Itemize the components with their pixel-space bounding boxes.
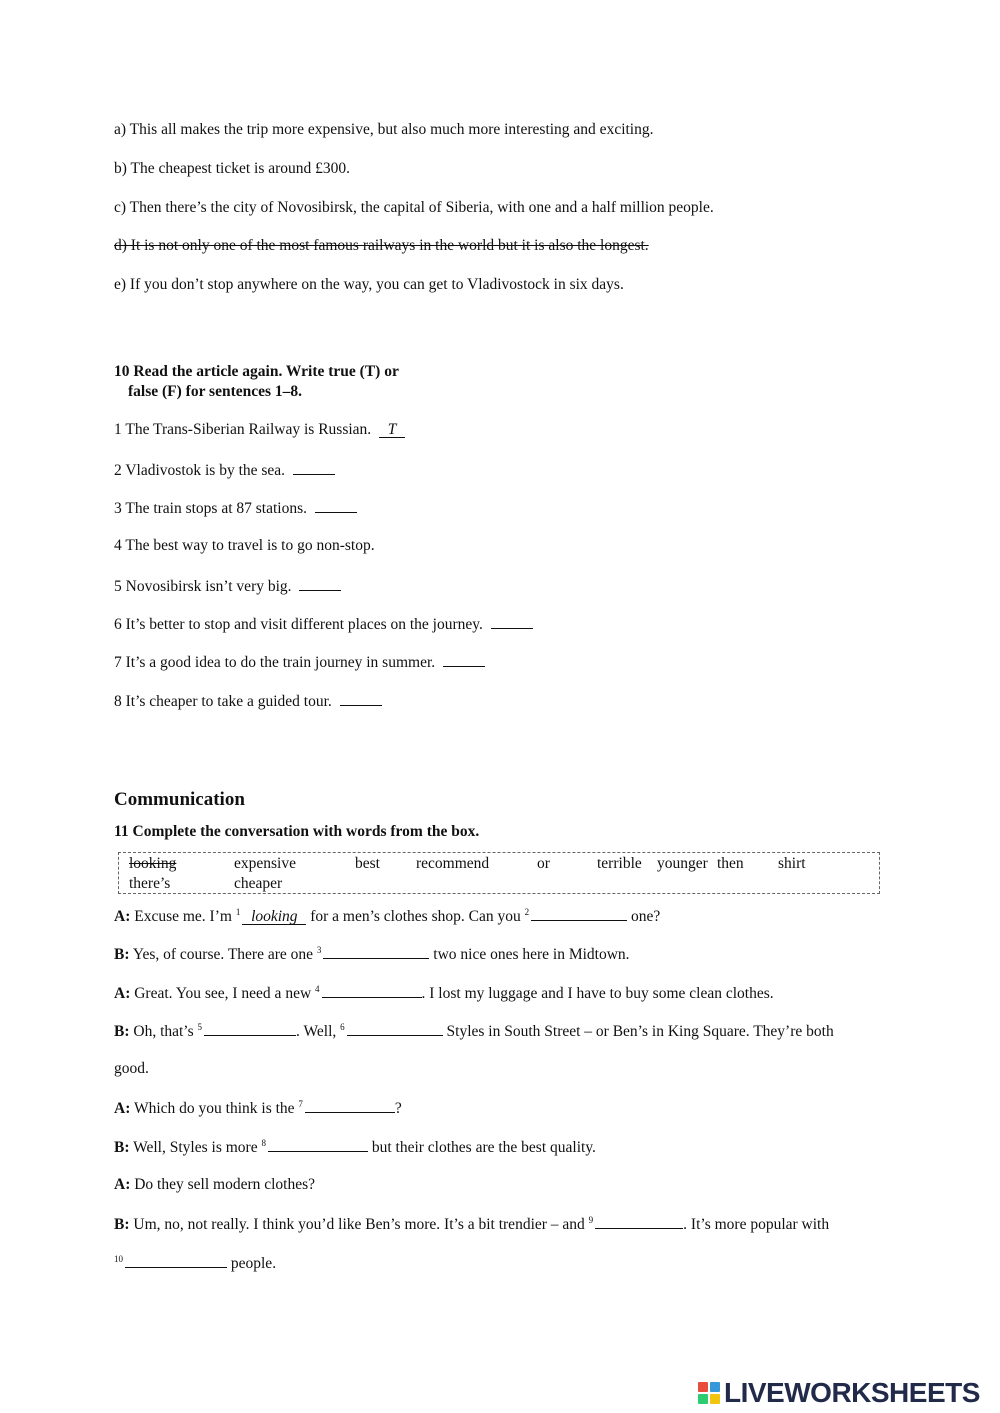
gap-number: 1 (235, 907, 241, 917)
gap-number: 2 (524, 907, 530, 917)
gap-number: 8 (261, 1138, 266, 1148)
word-box-item: then (717, 855, 744, 872)
gap-number: 6 (340, 1022, 345, 1032)
ex10-item-7 (114, 652, 485, 672)
speaker: B: (114, 1023, 130, 1040)
dialogue-text: good. (114, 1060, 149, 1077)
ex10-item-text: 5 Novosibirsk isn’t very big. (114, 578, 292, 595)
speaker: B: (114, 946, 130, 963)
dialogue-line-4 (114, 1021, 834, 1041)
option-e: e) If you don’t stop anywhere on the way, you can get to Vladivostock in six days. (114, 276, 624, 293)
dialogue-line-8-cont (114, 1253, 276, 1273)
ex10-title-line2: false (F) for sentences 1–8. (128, 383, 303, 400)
gap-number: 7 (298, 1099, 303, 1109)
dialogue-line-3 (114, 983, 774, 1003)
dialogue-text: Great. You see, I need a new (134, 985, 312, 1002)
ex10-item-text: 6 It’s better to stop and visit different places on the journey. (114, 616, 483, 633)
dialogue-text: Yes, of course. There are one (132, 946, 314, 963)
dialogue-text: Oh, that’s (133, 1023, 194, 1040)
dialogue-line-6 (114, 1137, 596, 1157)
gap-answer-input[interactable] (125, 1253, 227, 1268)
speaker: A: (114, 1100, 131, 1117)
ex10-item-text: 3 The train stops at 87 stations. (114, 500, 308, 517)
ex10-item-5 (114, 576, 341, 596)
speaker: B: (114, 1139, 130, 1156)
option-c: c) Then there’s the city of Novosibirsk, the capital of Siberia, with one and a half million people. (114, 199, 714, 216)
dialogue-text: Well, Styles is more (133, 1139, 258, 1156)
dialogue-line-2 (114, 944, 630, 964)
ex10-answer-input[interactable] (293, 460, 335, 475)
dialogue-text: but their clothes are the best quality. (371, 1139, 596, 1156)
gap-number: 4 (315, 984, 320, 994)
word-box-item: best (355, 855, 380, 872)
word-box-item: younger (657, 855, 708, 872)
dialogue-line-7 (114, 1176, 315, 1194)
option-a: a) This all makes the trip more expensive, but also much more interesting and exciting. (114, 121, 654, 138)
gap-answer-input[interactable] (531, 906, 627, 921)
dialogue-text: Which do you think is the (133, 1100, 295, 1117)
gap-answer-input[interactable] (595, 1214, 683, 1229)
ex10-item-4 (114, 537, 375, 555)
gap-number: 5 (197, 1022, 203, 1032)
gap-answer-input[interactable] (347, 1021, 443, 1036)
gap-number: 10 (114, 1254, 123, 1264)
logo-text: LIVEWORKSHEETS (724, 1377, 980, 1408)
speaker: A: (114, 985, 131, 1002)
gap-answer-input[interactable] (204, 1021, 296, 1036)
gap-number: 3 (316, 945, 322, 955)
speaker: B: (114, 1216, 130, 1233)
gap-number: 9 (588, 1215, 594, 1225)
option-b: b) The cheapest ticket is around £300. (114, 160, 351, 177)
ex10-answer-input[interactable] (315, 498, 357, 513)
dialogue-text: one? (630, 908, 661, 925)
dialogue-line-1 (114, 906, 660, 926)
gap-answer-input[interactable] (268, 1137, 368, 1152)
communication-heading: Communication (114, 789, 245, 810)
word-box-item: there’s (129, 875, 171, 892)
word-box-item: cheaper (234, 875, 283, 892)
word-box-item: looking (129, 855, 177, 872)
dialogue-text: people. (230, 1255, 277, 1272)
logo-grid-icon (698, 1382, 720, 1404)
gap-answer-input[interactable] (305, 1098, 395, 1113)
dialogue-text: two nice ones here in Midtown. (433, 946, 630, 963)
dialogue-line-8 (114, 1214, 829, 1234)
word-box-item: expensive (234, 855, 296, 872)
ex10-item-text: 8 It’s cheaper to take a guided tour. (114, 693, 332, 710)
dialogue-text: Do they sell modern clothes? (134, 1176, 316, 1193)
ex10-item-text: 1 The Trans-Siberian Railway is Russian. (114, 421, 372, 438)
dialogue-text: Styles in South Street – or Ben’s in King Square. They’re both (446, 1023, 834, 1040)
speaker: A: (114, 1176, 131, 1193)
liveworksheets-logo (698, 1377, 980, 1409)
word-box-item: shirt (778, 855, 806, 872)
word-box-item: terrible (597, 855, 642, 872)
dialogue-text: . Well, (296, 1023, 337, 1040)
dialogue-text: for a men’s clothes shop. Can you (310, 908, 521, 925)
ex10-item-1 (114, 421, 405, 439)
word-box (118, 852, 880, 894)
option-d-struck: d) It is not only one of the most famous railways in the world but it is also the longest. (114, 237, 649, 254)
ex10-answer-input[interactable] (491, 614, 533, 629)
dialogue-line-4-cont (114, 1060, 149, 1078)
ex10-item-3 (114, 498, 357, 518)
dialogue-line-5 (114, 1098, 402, 1118)
word-box-item: recommend (416, 855, 490, 872)
ex10-item-6 (114, 614, 533, 634)
ex10-answer-input[interactable]: T (379, 422, 405, 438)
ex10-answer-input[interactable] (299, 576, 341, 591)
ex10-item-8 (114, 691, 382, 711)
ex10-title-line1: 10 Read the article again. Write true (T) or (114, 363, 399, 380)
dialogue-text: ? (394, 1100, 402, 1117)
gap-answer-input[interactable]: looking (242, 909, 306, 925)
speaker: A: (114, 908, 131, 925)
word-box-item: or (537, 855, 550, 872)
dialogue-text: . I lost my luggage and I have to buy some clean clothes. (421, 985, 774, 1002)
ex10-answer-input[interactable] (443, 652, 485, 667)
ex10-item-text: 2 Vladivostok is by the sea. (114, 462, 286, 479)
ex10-item-text: 4 The best way to travel is to go non-stop. (114, 537, 375, 554)
dialogue-text: . It’s more popular with (683, 1216, 830, 1233)
gap-answer-input[interactable] (323, 944, 429, 959)
dialogue-text: Excuse me. I’m (134, 908, 232, 925)
gap-answer-input[interactable] (322, 983, 422, 998)
dialogue-text: Um, no, not really. I think you’d like Ben’s more. It’s a bit trendier – and (133, 1216, 585, 1233)
ex10-item-text: 7 It’s a good idea to do the train journey in summer. (114, 654, 436, 671)
ex10-answer-input[interactable] (340, 691, 382, 706)
ex10-item-2 (114, 460, 335, 480)
ex11-title: 11 Complete the conversation with words from the box. (114, 823, 480, 840)
